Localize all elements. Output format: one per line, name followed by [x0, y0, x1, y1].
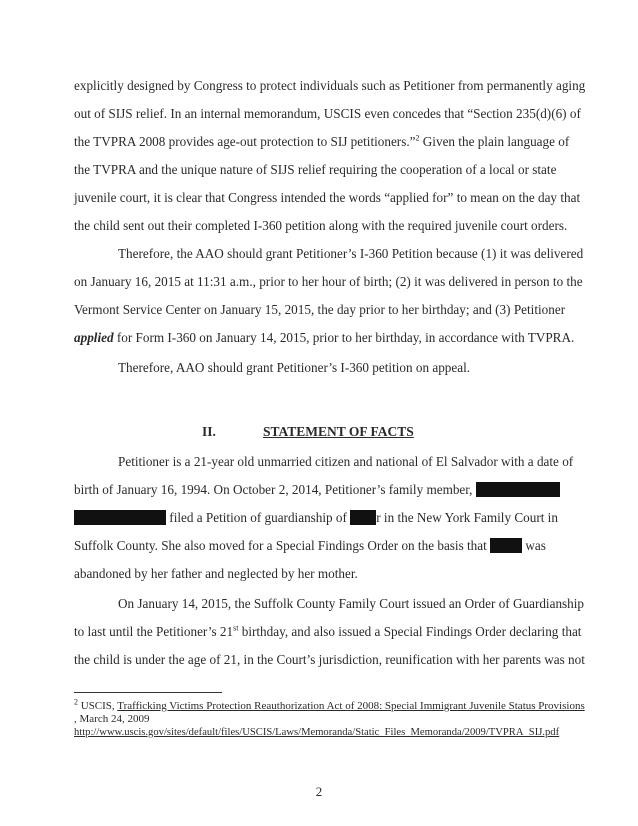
redaction-block — [476, 482, 560, 497]
body-line-13 — [74, 482, 560, 498]
redaction-block — [350, 510, 376, 525]
body-line-4 — [74, 162, 556, 178]
redaction-block — [74, 510, 166, 525]
footnote-title: Trafficking Victims Protection Reauthorization Act of 2008: Special Immigrant Juvenile Status Provisions — [117, 700, 585, 712]
text: the child sent out their completed I-360 petition along with the required juvenile court orders. — [74, 218, 568, 233]
footnote-date: , March 24, 2009 — [74, 713, 150, 725]
ordinal-suffix: st — [233, 623, 239, 633]
body-line-6 — [74, 218, 567, 234]
text: was — [522, 538, 546, 553]
body-line-16 — [74, 566, 358, 582]
body-line-10 — [74, 330, 574, 346]
text: birthday, and also issued a Special Findings Order declaring that — [238, 624, 582, 639]
text: explicitly designed by Congress to protect individuals such as Petitioner from permanently aging — [74, 78, 586, 93]
text: birth of January 16, 1994. On October 2, 2014, Petitioner’s family member, — [74, 482, 473, 497]
footnote-line-3[interactable] — [74, 726, 559, 739]
body-line-7 — [118, 246, 583, 262]
text: Therefore, the AAO should grant Petitioner’s I-360 Petition because (1) it was delivered — [118, 246, 584, 261]
text: On January 14, 2015, the Suffolk County Family Court issued an Order of Guardianship — [118, 596, 585, 611]
text: r in the New York Family Court in — [376, 510, 558, 525]
text: Therefore, AAO should grant Petitioner’s I-360 petition on appeal. — [118, 360, 471, 375]
body-line-2 — [74, 106, 581, 122]
text: abandoned by her father and neglected by her mother. — [74, 566, 358, 581]
body-line-12 — [118, 454, 573, 470]
footnote-line-1 — [74, 697, 585, 713]
text: Given the plain language of — [419, 134, 570, 149]
body-line-14 — [74, 510, 558, 526]
body-line-9 — [74, 302, 565, 318]
body-line-11 — [118, 360, 470, 376]
text: Suffolk County. She also moved for a Special Findings Order on the basis that — [74, 538, 491, 553]
footnote-marker: 2 — [74, 697, 78, 707]
section-title: STATEMENT OF FACTS — [263, 424, 414, 439]
text: on January 16, 2015 at 11:31 a.m., prior to her hour of birth; (2) it was delivered in person to the — [74, 274, 583, 289]
body-line-1 — [74, 78, 585, 94]
page-number: 2 — [315, 784, 323, 799]
text: filed a Petition of guardianship of — [166, 510, 351, 525]
body-line-8 — [74, 274, 583, 290]
body-line-18 — [74, 624, 581, 640]
footnote-lead: USCIS, — [78, 700, 118, 712]
footnote-divider — [74, 692, 222, 693]
body-line-19 — [74, 652, 585, 668]
text: out of SIJS relief. In an internal memorandum, USCIS even concedes that “Section 235(d)(6) of — [74, 106, 581, 121]
footnote-line-2 — [74, 713, 149, 726]
text: Vermont Service Center on January 15, 2015, the day prior to her birthday; and (3) Petitioner — [74, 302, 566, 317]
text: the TVPRA 2008 provides age-out protection to SIJ petitioners.” — [74, 134, 416, 149]
body-line-5 — [74, 190, 580, 206]
footnote-url-link[interactable]: http://www.uscis.gov/sites/default/files/USCIS/Laws/Memoranda/Static_Files_Memoranda/2009/TVPRA_SIJ.pdf — [74, 727, 560, 738]
redaction-block — [490, 538, 522, 553]
text: for Form I-360 on January 14, 2015, prior to her birthday, in accordance with TVPRA. — [113, 330, 575, 345]
text: the child is under the age of 21, in the Court’s jurisdiction, reunification with her parents was not — [74, 652, 585, 667]
body-line-3 — [74, 134, 569, 150]
body-line-15 — [74, 538, 546, 554]
emphasis-applied: applied — [74, 330, 114, 345]
text: to last until the Petitioner’s 21 — [74, 624, 234, 639]
body-line-17 — [118, 596, 584, 612]
text: Petitioner is a 21-year old unmarried citizen and national of El Salvador with a date of — [118, 454, 574, 469]
footnote-ref: 2 — [415, 133, 420, 143]
text: juvenile court, it is clear that Congress intended the words “applied for” to mean on the day that — [74, 190, 581, 205]
section-number: II. — [202, 424, 216, 439]
text: the TVPRA and the unique nature of SIJS relief requiring the cooperation of a local or state — [74, 162, 557, 177]
